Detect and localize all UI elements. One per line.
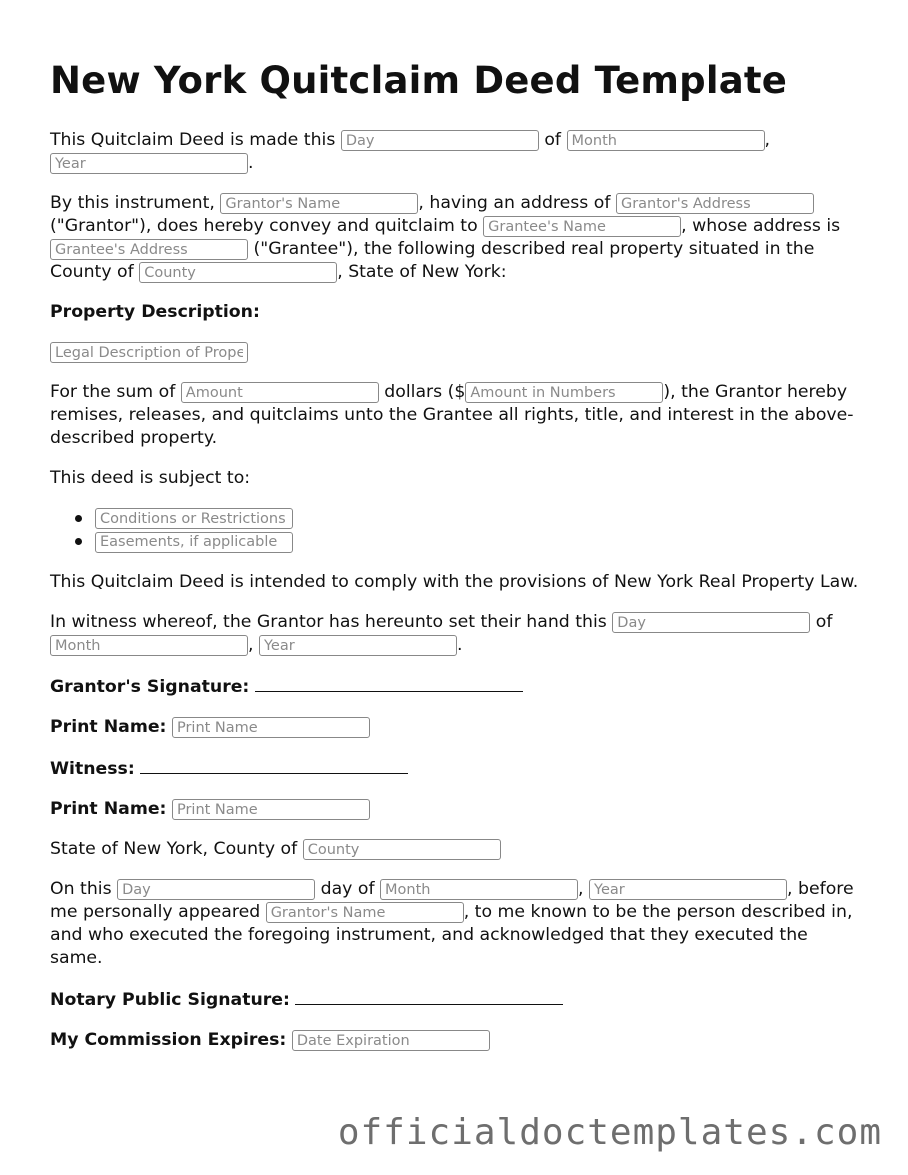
subject-list: [50, 507, 860, 554]
property-heading: Property Description:: [50, 301, 260, 322]
grantee-address-input[interactable]: [50, 239, 248, 260]
witness-signature-line[interactable]: [140, 756, 408, 774]
grantor-signature-row: [50, 674, 860, 699]
commission-date-input[interactable]: [292, 1030, 490, 1051]
subject-label: This deed is subject to:: [50, 467, 251, 488]
witness-print-name-row: Print Name: Print Name: [50, 798, 860, 821]
notary-year-input[interactable]: [589, 879, 787, 900]
easements-input[interactable]: [95, 532, 293, 553]
year-input[interactable]: [50, 153, 248, 174]
legal-description-input[interactable]: [50, 342, 248, 363]
notary-signature-line[interactable]: [295, 987, 563, 1005]
notary-acknowledgment: On this Day day of Month , Year , before me personally appeared Grantor's Name , to me known to be the person described in, and who executed the foregoing instrument, and acknowledged that they executed the same.: [50, 878, 860, 970]
witness-print-name-input[interactable]: [172, 799, 370, 820]
witness-day-input[interactable]: [612, 612, 810, 633]
notary-signature-label: Notary Public Signature:: [50, 989, 290, 1010]
notary-signature-row: [50, 987, 860, 1012]
conditions-input[interactable]: [95, 508, 293, 529]
notary-grantor-name-input[interactable]: [266, 902, 464, 923]
notary-state-row: State of New York, County of County: [50, 838, 860, 861]
list-item: [95, 507, 860, 531]
day-input[interactable]: [341, 130, 539, 151]
witness-clause: In witness whereof, the Grantor has hereunto set their hand this Day of Month, Year .: [50, 611, 860, 657]
grantee-name-input[interactable]: [483, 216, 681, 237]
county-input[interactable]: [139, 262, 337, 283]
list-item: [95, 530, 860, 554]
witness-signature-row: [50, 756, 860, 781]
page-title: New York Quitclaim Deed Template: [50, 59, 788, 102]
witness-year-input[interactable]: [259, 635, 457, 656]
commission-row: My Commission Expires: Date Expiration: [50, 1029, 860, 1052]
notary-day-input[interactable]: [117, 879, 315, 900]
comply-paragraph: This Quitclaim Deed is intended to comply with the provisions of New York Real Property Law.: [50, 571, 859, 592]
notary-county-input[interactable]: [303, 839, 501, 860]
bullet-icon: [75, 538, 82, 545]
amount-input[interactable]: [181, 382, 379, 403]
month-input[interactable]: [567, 130, 765, 151]
witness-label: Witness:: [50, 758, 135, 779]
consideration-paragraph: For the sum of Amount dollars ($Amount in Numbers ), the Grantor hereby remises, releases, and quitclaims unto the Grantee all rights, title, and interest in the above-described property.: [50, 381, 860, 450]
amount-numbers-input[interactable]: [465, 382, 663, 403]
document: [50, 60, 860, 1069]
print-name-row: Print Name: Print Name: [50, 716, 860, 739]
witness-month-input[interactable]: [50, 635, 248, 656]
grantor-address-input[interactable]: [616, 193, 814, 214]
grantor-name-input[interactable]: [220, 193, 418, 214]
bullet-icon: [75, 515, 82, 522]
grantor-signature-label: Grantor's Signature:: [50, 676, 250, 697]
print-name-input[interactable]: [172, 717, 370, 738]
parties-paragraph: By this instrument, Grantor's Name , having an address of Grantor's Address ("Grantor"), does hereby convey and quitclaim to Grantee's Name , whose address is Grantee's Address ("Grantee"), the following described real property situated in the County of County , State of New York:: [50, 192, 860, 284]
legal-description-row: [50, 341, 860, 364]
grantor-signature-line[interactable]: [255, 674, 523, 692]
watermark: officialdoctemplates.com: [337, 1112, 882, 1153]
notary-month-input[interactable]: [380, 879, 578, 900]
intro-paragraph: This Quitclaim Deed is made this Day of Month , Year.: [50, 129, 860, 175]
